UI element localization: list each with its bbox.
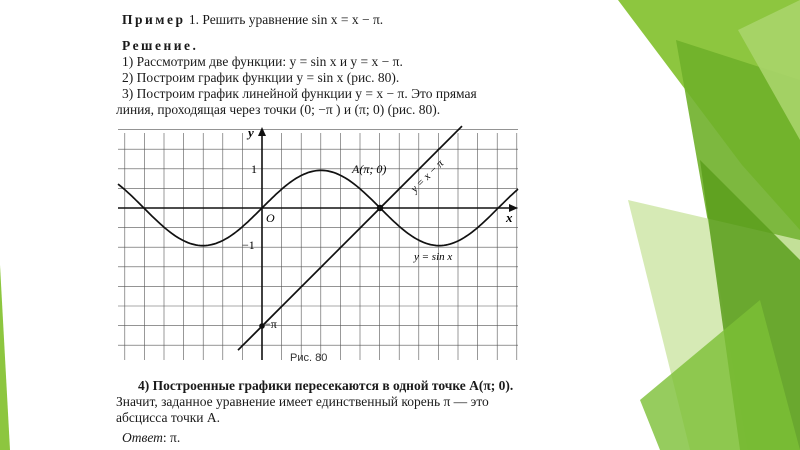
step-4-line-3: абсцисса точки A. xyxy=(116,410,221,425)
step-4-line-1: 4) Построенные графики пересекаются в одной точке A(π; 0). xyxy=(138,378,514,393)
tick-y-neg-1: −1 xyxy=(242,238,255,252)
axis-y-label: y xyxy=(248,125,254,140)
solution-label: Решение. xyxy=(122,38,199,53)
grid xyxy=(118,130,518,360)
step-3-line-1: 3) Построим график линейной функции y = x − π. Это прямая xyxy=(122,86,477,101)
example-label: Пример xyxy=(122,12,186,27)
tick-y-1: 1 xyxy=(251,162,257,176)
answer-line xyxy=(122,430,180,446)
origin-label: O xyxy=(266,211,275,225)
figure-80-graph xyxy=(118,125,518,360)
point-A-label: A(π; 0) xyxy=(352,162,387,176)
axis-x-label: x xyxy=(506,210,513,225)
step-4-line-2: Значит, заданное уравнение имеет единственный корень π — это xyxy=(116,394,489,409)
answer-label: Ответ xyxy=(122,430,163,445)
left-green-sliver xyxy=(0,265,10,450)
intersection-point-A xyxy=(377,205,383,211)
answer-value: : π. xyxy=(162,430,181,445)
step-3-line-2: линия, проходящая через точки (0; −π ) и (π; 0) (рис. 80). xyxy=(116,102,441,117)
step-2: 2) Построим график функции y = sin x (рис. 80). xyxy=(122,70,400,85)
example-text: 1. Решить уравнение sin x = x − π. xyxy=(188,12,384,27)
sine-label: y = sin x xyxy=(414,251,453,263)
tick-y-neg-pi: −π xyxy=(264,317,277,331)
step-1: 1) Рассмотрим две функции: y = sin x и y = x − π. xyxy=(122,54,403,69)
line-label: y = x − π xyxy=(408,157,447,196)
figure-caption: Рис. 80 xyxy=(290,352,328,364)
example-heading xyxy=(122,12,383,28)
y-axis-arrow xyxy=(258,127,266,136)
